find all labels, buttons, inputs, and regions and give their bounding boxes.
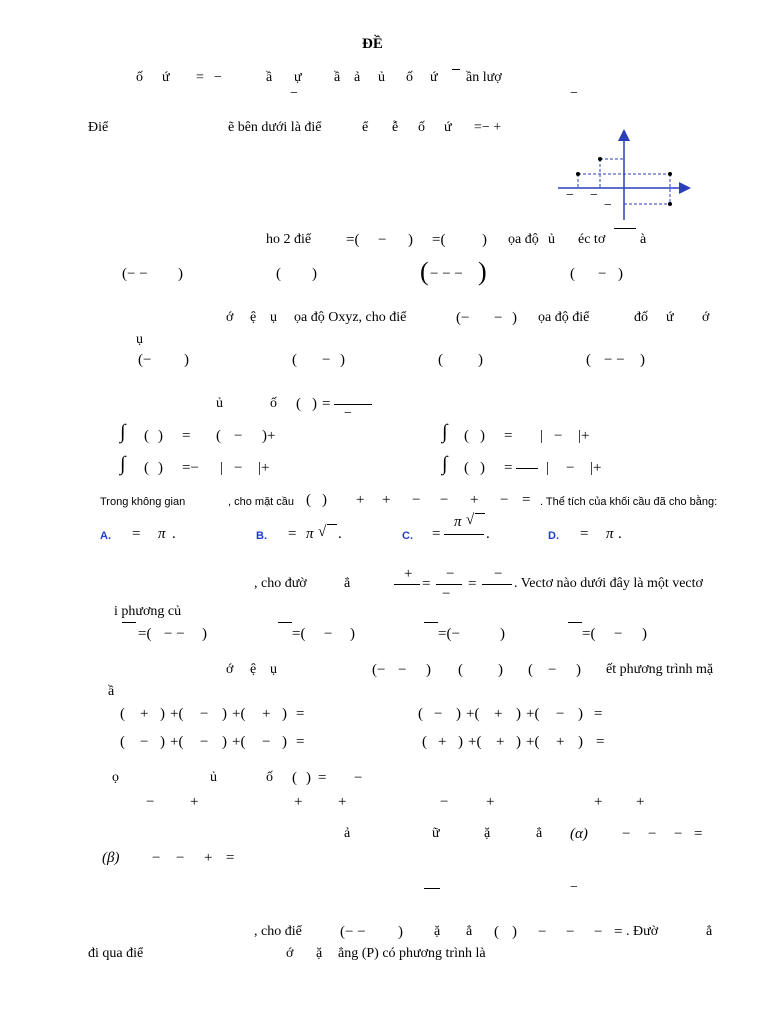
q7-frac3-num: − [494,566,503,582]
q1-text-b: ứ [162,70,170,85]
q6-answer-b-pi: π [306,526,314,542]
q5-r1-open-b: ( [464,428,469,444]
q4-text-k: ớ [702,310,710,325]
q4-option-1: (− [138,352,152,368]
q9-text-c: ố [266,770,273,785]
q5-r2-abs-open: | [220,460,224,476]
q6-op-7: = [522,492,531,508]
q9-option-3-op2: + [486,794,495,810]
q11-text-c: ẳ [466,924,473,939]
q5-r1-integral-b: ∫ [442,421,448,443]
q10-op-4: = [694,826,703,842]
q6-answer-d-label[interactable]: D. [548,530,559,542]
q11-point: (− − [340,924,366,940]
q8-p2-close: ) [498,662,503,678]
q8-r1-s: ) [578,706,583,722]
q6-answer-a-pi: π [158,526,166,542]
q6-op-5: + [470,492,479,508]
q9-paren-open: ( [292,770,297,786]
q7-option-3-close: ) [500,626,505,642]
q7-eq2: = [468,576,477,592]
fig-label-3: − [604,198,612,213]
q1-minus: − [214,70,222,85]
q8-r1-o: + [494,706,503,722]
q4-text-d: ọa độ Oxyz, cho điể [294,310,407,325]
q6-text: Trong không gian [100,496,186,508]
q1-text-a: ố [136,70,143,85]
q5-r1-abs-close: |+ [578,428,590,444]
q10-text-d: ẳ [536,826,543,841]
q3-a-eq: =( [346,232,360,248]
q5-r2-minus-b: − [566,460,575,476]
q11-point-close: ) [398,924,403,940]
point [668,172,672,176]
q1-text-g: ầ [334,70,341,85]
q10-op-2: − [648,826,657,842]
q2-expr: =− + [474,120,502,135]
q9-minus: − [354,770,363,786]
q8-r2-k: ( [422,734,427,750]
q3-text-i: éc tơ [578,232,606,247]
q3-b-close: ) [482,232,487,248]
q5-denominator: − [344,406,352,421]
q7-frac3-bar [482,584,512,585]
q5-r1-open2: ( [216,428,221,444]
q5-r2-abs-open-b: | [546,460,550,476]
q8-p1-minus: − [398,662,407,678]
q5-r2-integral-b: ∫ [442,453,448,475]
q8-tail: ết phương trình mặ [606,662,714,677]
q6-answer-c-dot: . [486,526,490,542]
q4-point-close: ) [512,310,517,326]
q9-option-4-op2: + [636,794,645,810]
q8-r1-q: +( [526,706,540,722]
q1-text-f: ự [294,70,302,85]
q7-frac1-bar [394,584,420,585]
q7-option-4-close: ) [642,626,647,642]
q7-eq1: = [422,576,431,592]
q5-r2-fraction-bar [516,468,538,469]
q1-text-k: ứ [430,70,438,85]
q9-eq: = [318,770,327,786]
q10-beta: (β) [102,850,120,866]
q4-text-c: ụ [270,310,277,325]
q11-text-f: ẳ [706,924,713,939]
q11-op-1: − [538,924,547,940]
q9-option-2-op: + [294,794,303,810]
q5-r2-open-b: ( [464,460,469,476]
q8-r1-k: ( [418,706,423,722]
q11-op-2: − [566,924,575,940]
q6-paren-open: ( [306,492,311,508]
q7-text-b: ẳ [344,576,351,591]
q4-option-1-close: ) [184,352,189,368]
q3-text-a: ho 2 điể [266,232,312,247]
q5-r1-close: ) [158,428,163,444]
q6-op-6: − [500,492,509,508]
q10-op-6: − [176,850,185,866]
q8-r2-a: ( [120,734,125,750]
q8-r1-r: − [556,706,565,722]
q9-text-b: ủ [210,770,217,785]
q5-paren-close: ) [312,396,317,412]
q5-r2-open: ( [144,460,149,476]
q6-answer-b-eq: = [288,526,297,542]
q11-line2: đi qua điể [88,946,144,961]
q6-text-3: . Thể tích của khối cầu đã cho bằng: [540,496,718,508]
q5-r2-eq: =− [182,460,199,476]
q4-option-2-close: ) [340,352,345,368]
q7-option-1-minus: − − [164,626,185,642]
q8-r1-f: ) [222,706,227,722]
q6-answer-b-sqrt: √ [318,524,327,540]
q6-answer-c-sqrt-bar [475,513,485,514]
q11-paren-close: ) [512,924,517,940]
q10-text-b: ữ [432,826,440,841]
q3-option-1-close: ) [178,266,183,282]
q8-r2-o: + [496,734,505,750]
q6-answer-b-dot: . [338,526,342,542]
q8-r2-c: ) [160,734,165,750]
q5-r2-integral: ∫ [120,453,126,475]
q11-text-a: , cho điể [254,924,302,939]
q5-paren-open: ( [296,396,301,412]
q8-r2-i: ) [282,734,287,750]
q7-option-4: =( [582,626,596,642]
q9-paren-close: ) [306,770,311,786]
q8-r2-q: +( [526,734,540,750]
q8-r1-p: ) [516,706,521,722]
q8-r2-d: +( [170,734,184,750]
q5-r1-open: ( [144,428,149,444]
q1-tail: ần lượ [466,70,502,85]
q4-text-a: ớ [226,310,234,325]
q10-op-5: − [152,850,161,866]
q5-r1-integral: ∫ [120,421,126,443]
q10-op-3: − [674,826,683,842]
q8-r1-c: ) [160,706,165,722]
q9-option-1-op2: + [190,794,199,810]
q2-text-b: ẽ bên dưới là điể [228,120,322,135]
q8-r1-t: = [594,706,603,722]
q10-op-8: = [226,850,235,866]
q7-opt4-arrow [568,622,582,623]
q1-text-j: ố [406,70,413,85]
q1-sub1: − [290,86,298,101]
q2-text-c: ể [362,120,369,135]
fig-label-2: − [590,188,598,203]
q8-r2-n: +( [468,734,482,750]
q4-text-j: ứ [666,310,674,325]
q8-r2-m: ) [458,734,463,750]
q7-option-2-close: ) [350,626,355,642]
q5-r2-close: ) [158,460,163,476]
q7-tail: . Vectơ nào dưới đây là một vectơ [514,576,703,591]
q5-r2-close-b: ) [480,460,485,476]
q2-text-f: ứ [444,120,452,135]
q8-r1-b: + [140,706,149,722]
point [598,157,602,161]
q4-point-open: (− [456,310,470,326]
q1-text-i: ủ [378,70,385,85]
q5-r1-eq: = [182,428,191,444]
q3-option-3-lparen: ( [420,257,429,286]
q6-op-1: + [356,492,365,508]
q6-answer-a-dot: . [172,526,176,542]
q10-text-a: ả [344,826,351,841]
q8-text-a: ớ [226,662,234,677]
q4-text-h: ọa độ điể [538,310,590,325]
q8-r2-r: + [556,734,565,750]
q2-text-e: ố [418,120,425,135]
q10-op-7: + [204,850,213,866]
q11-text-b: ặ [434,924,441,939]
q8-r2-b: − [140,734,149,750]
q7-option-4-minus: − [614,626,623,642]
q11-text-i: ẳng (P) có phương trình là [338,946,486,961]
q3-option-2-close: ) [312,266,317,282]
point [576,172,580,176]
q3-a-minus: − [378,232,387,248]
q8-p3: ( [528,662,533,678]
q11-text-h: ặ [316,946,323,961]
q8-text-b: ệ [250,662,257,677]
q8-r1-j: = [296,706,305,722]
q3-option-4-minus: − [598,266,607,282]
q3-option-4: ( [570,266,575,282]
q8-r1-e: − [200,706,209,722]
q5-r1-minus-b: − [554,428,563,444]
q9-option-1-op: − [146,794,155,810]
q11-text-g: ớ [286,946,294,961]
q5-r2-eq-b: = [504,460,513,476]
q5-r2-abs-close-b: |+ [590,460,602,476]
q8-r1-h: + [262,706,271,722]
q7-option-3: =(− [438,626,460,642]
q8-p3-minus: − [548,662,557,678]
q4-point-minus: − [494,310,503,326]
q4-option-4: ( [586,352,591,368]
q4-text-l: ụ [136,332,143,347]
q6-paren-close: ) [322,492,327,508]
q7-option-1-close: ) [202,626,207,642]
q4-text-i: đố [634,310,648,325]
q2-text-a: Điể [88,120,109,135]
q8-r2-g: +( [232,734,246,750]
q4-option-2-minus: − [322,352,331,368]
q4-option-4-minus: − − [604,352,625,368]
q10-sub: − [570,880,578,895]
q7-frac2-num: − [446,566,455,582]
q7-frac1-num: + [404,566,413,582]
q4-option-4-close: ) [640,352,645,368]
title: ĐỀ [362,36,383,52]
q3-b-eq: =( [432,232,446,248]
q8-r1-a: ( [120,706,125,722]
q7-option-1: =( [138,626,152,642]
q1-overline [452,69,460,70]
q8-r1-l: − [434,706,443,722]
q3-option-3: − − − [430,266,463,282]
q8-r2-j: = [296,734,305,750]
q11-paren-open: ( [494,924,499,940]
point [668,202,672,206]
q8-p1-close: ) [426,662,431,678]
q7-opt1-arrow [122,622,136,623]
q6-answer-d-eq: = [580,526,589,542]
q10-text-c: ặ [484,826,491,841]
q11-tail: . Đườ [626,924,659,939]
q6-answer-c-label[interactable]: C. [402,530,413,542]
q9-option-3-op: − [440,794,449,810]
q8-r1-d: +( [170,706,184,722]
q7-line2: i phương củ [114,604,182,619]
q6-text-2: , cho mặt cầu [228,496,295,508]
q8-r1-g: +( [232,706,246,722]
q10-op-1: − [622,826,631,842]
q6-answer-b-label[interactable]: B. [256,530,267,542]
q8-r2-f: ) [222,734,227,750]
q8-r2-h: − [262,734,271,750]
q5-r1-close-b: ) [480,428,485,444]
q6-answer-d-dot: . [618,526,622,542]
q8-p3-close: ) [576,662,581,678]
q5-text-b: ố [270,396,277,411]
q5-r2-minus: − [234,460,243,476]
q8-r1-n: +( [466,706,480,722]
q8-r2-l: + [438,734,447,750]
q4-option-3: ( [438,352,443,368]
q8-r1-i: ) [282,706,287,722]
q4-text-b: ệ [250,310,257,325]
q3-option-3-rparen: ) [478,257,487,286]
q7-option-2-minus: − [324,626,333,642]
q5-r1-abs-open: | [540,428,544,444]
q7-opt3-arrow [424,622,438,623]
q8-p2: ( [458,662,463,678]
q6-answer-c-pi: π [454,514,462,530]
q1-sub2: − [570,86,578,101]
q7-opt2-arrow [278,622,292,623]
q8-text-c: ụ [270,662,277,677]
q9-text-a: ọ [112,770,119,785]
q5-fraction-bar [334,404,372,405]
q1-eq: = [196,70,204,85]
q8-r2-t: = [596,734,605,750]
q1-text-h: ả [354,70,361,85]
q3-text-g: ọa độ [508,232,539,247]
complex-plane-figure [556,128,692,224]
q8-r2-e: − [200,734,209,750]
q6-answer-d-pi: π [606,526,614,542]
q11-op-3: − [594,924,603,940]
q5-r1-eq-b: = [504,428,513,444]
q5-eq: = [322,396,331,412]
fig-label-1: − [566,188,574,203]
q6-answer-c-sqrt: √ [466,512,475,528]
q7-text-a: , cho đườ [254,576,307,591]
q3-option-2: ( [276,266,281,282]
q6-answer-a-label[interactable]: A. [100,530,111,542]
q7-frac2-den: − [442,586,451,602]
q6-answer-c-fraction-bar [444,534,484,535]
q8-p1: (− [372,662,386,678]
q10-alpha: (α) [570,826,588,842]
q2-text-d: ễ [392,120,399,135]
q6-answer-c-eq: = [432,526,441,542]
q6-op-2: + [382,492,391,508]
q8-r2-s: ) [578,734,583,750]
q11-op-4: = [614,924,623,940]
q3-vector-arrow [614,228,636,229]
q6-answer-b-sqrt-bar [327,524,337,525]
q3-text-h: ủ [548,232,555,247]
q9-option-4-op: + [594,794,603,810]
q7-frac2-bar [436,584,462,585]
q5-r2-abs-close: |+ [258,460,270,476]
q1-text-e: ầ [266,70,273,85]
q5-r1-close2: )+ [262,428,276,444]
q8-r2-p: ) [516,734,521,750]
q4-option-2: ( [292,352,297,368]
q8-line2: ầ [108,684,115,699]
q6-answer-a-eq: = [132,526,141,542]
q4-option-3-close: ) [478,352,483,368]
q10-fraction-bar [424,888,440,889]
q3-option-4-close: ) [618,266,623,282]
q5-r1-minus: − [234,428,243,444]
q6-op-4: − [440,492,449,508]
q6-op-3: − [412,492,421,508]
q3-text-j: à [640,232,647,247]
q5-text-a: ủ [216,396,223,411]
q8-r1-m: ) [456,706,461,722]
q3-option-1: (− − [122,266,148,282]
q7-option-2: =( [292,626,306,642]
q3-a-close: ) [408,232,413,248]
q9-option-2-op2: + [338,794,347,810]
